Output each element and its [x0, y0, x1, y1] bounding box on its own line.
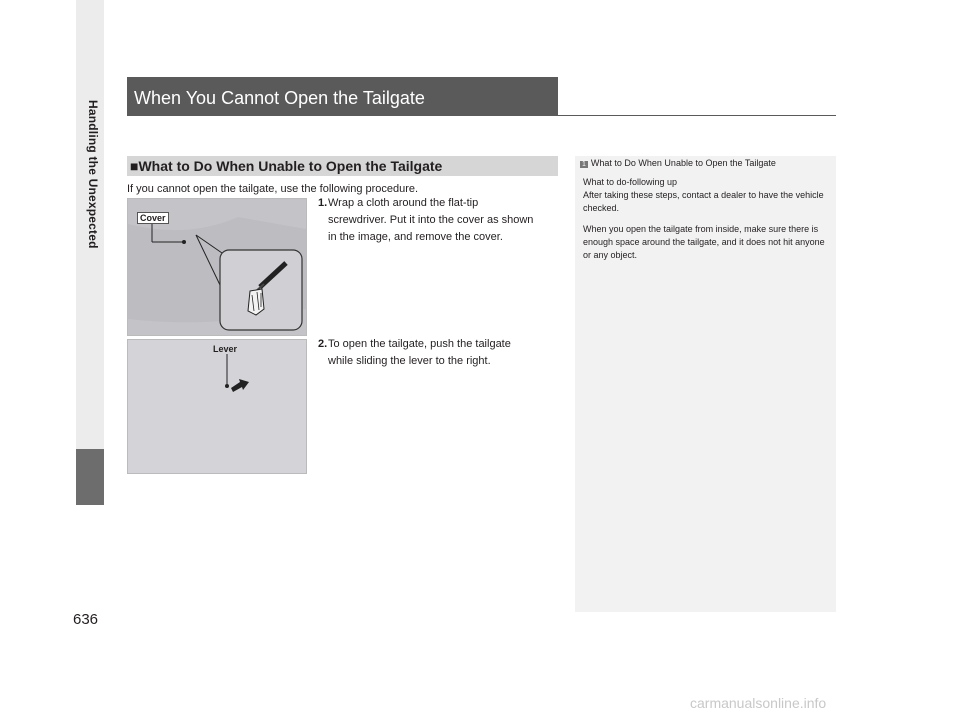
step-1 [318, 195, 563, 246]
step-line: while sliding the lever to the right. [328, 355, 491, 367]
section-title: What to Do When Unable to Open the Tailgate [138, 158, 443, 174]
side-tab-label: Handling the Unexpected [86, 100, 100, 249]
step-number: 1. [318, 197, 328, 209]
page-number: 636 [73, 611, 99, 628]
lever-drawing [128, 340, 306, 473]
section-marker: ■ [130, 158, 139, 174]
note-line: When you open the tailgate from inside, make sure there is enough space around the tailgate, and it does not hit anyone or any object. [583, 224, 825, 260]
step-line: Wrap a cloth around the flat-tip [328, 197, 479, 209]
note-marker-icon: 1 [582, 161, 586, 168]
page-title: When You Cannot Open the Tailgate [134, 88, 425, 108]
step-number: 2. [318, 338, 328, 350]
note-body [583, 176, 831, 270]
note-line: After taking these steps, contact a dealer to have the vehicle checked. [583, 190, 824, 213]
cover-label: Cover [137, 212, 169, 224]
intro-text: If you cannot open the tailgate, use the following procedure. [127, 183, 419, 195]
title-rule [127, 115, 836, 116]
lever-label: Lever [213, 344, 238, 354]
lever-illustration [127, 339, 307, 474]
watermark: carmanualsonline.info [690, 695, 827, 711]
step-line: in the image, and remove the cover. [328, 231, 503, 243]
note-heading-text: What to Do When Unable to Open the Tailgate [590, 158, 776, 168]
note-heading [580, 158, 776, 168]
step-line: screwdriver. Put it into the cover as shown [328, 214, 534, 226]
step-line: To open the tailgate, push the tailgate [328, 338, 511, 350]
note-line: What to do-following up [583, 177, 678, 187]
step-2 [318, 336, 563, 370]
section-heading [130, 158, 442, 174]
